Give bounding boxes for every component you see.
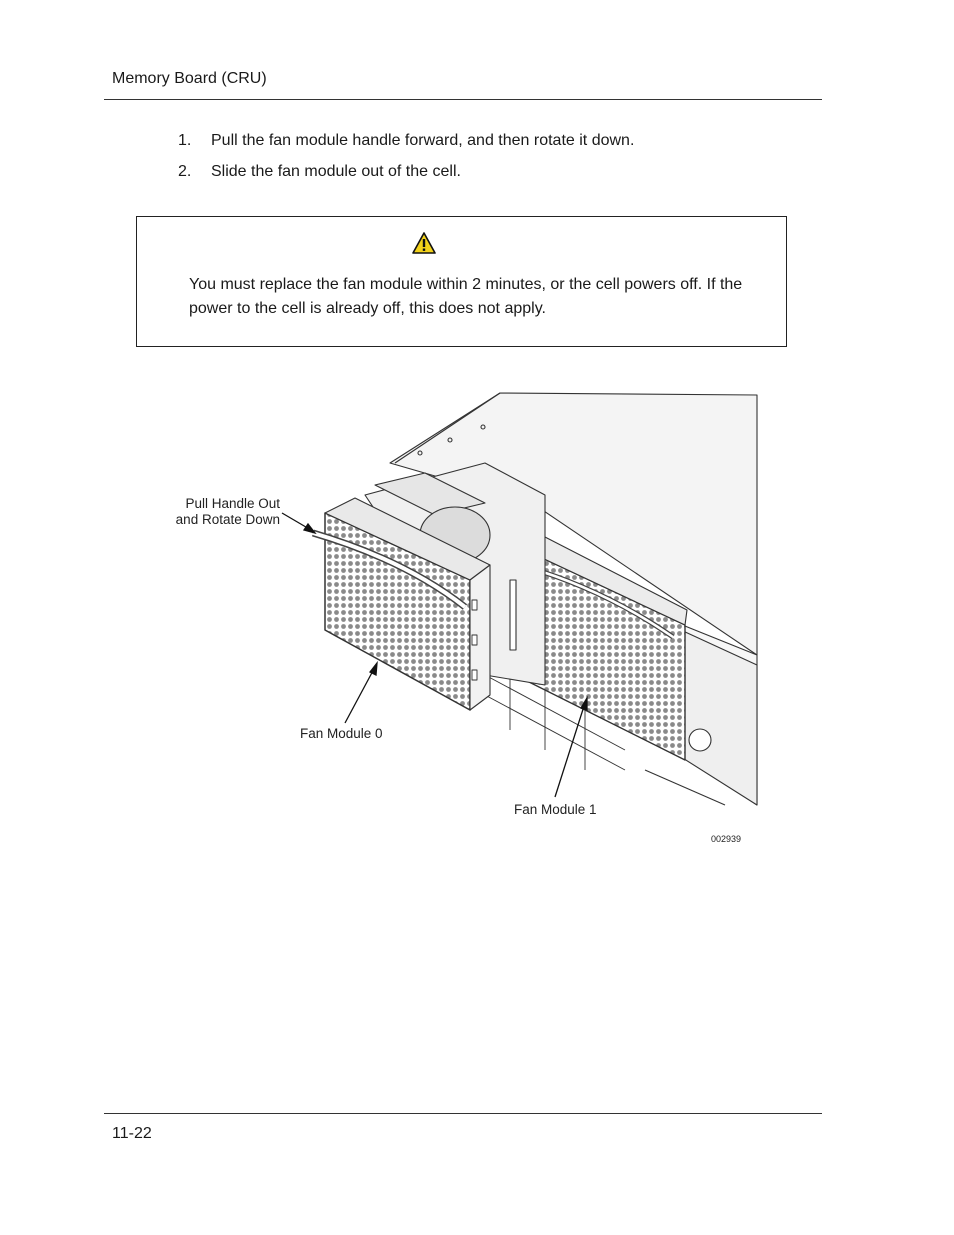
- procedure-step-2: [178, 163, 461, 181]
- running-header-title: Memory Board (CRU): [112, 70, 267, 87]
- procedure-step-1: [178, 132, 634, 150]
- step-number: 2.: [178, 163, 192, 180]
- warning-triangle-icon: [412, 232, 436, 254]
- fan-module-illustration: [165, 385, 765, 850]
- caution-text: You must replace the fan module within 2 minutes, or the cell powers off. If the power to the cell is already off, this does not apply.: [189, 276, 743, 317]
- callout-handle-line2: and Rotate Down: [175, 512, 280, 527]
- header-rule: [104, 99, 822, 100]
- step-text: Slide the fan module out of the cell.: [211, 163, 461, 180]
- callout-handle-line1: Pull Handle Out: [185, 496, 280, 511]
- figure-id: 002939: [711, 834, 742, 844]
- caution-box: [136, 216, 787, 347]
- page-number: 11-22: [112, 1125, 152, 1142]
- callout-fan-module-0: Fan Module 0: [300, 726, 383, 741]
- callout-fan-module-1: Fan Module 1: [514, 802, 597, 817]
- chassis-drawing: [313, 393, 757, 850]
- footer-rule: [104, 1113, 822, 1114]
- step-text: Pull the fan module handle forward, and then rotate it down.: [211, 132, 635, 149]
- step-number: 1.: [178, 132, 192, 149]
